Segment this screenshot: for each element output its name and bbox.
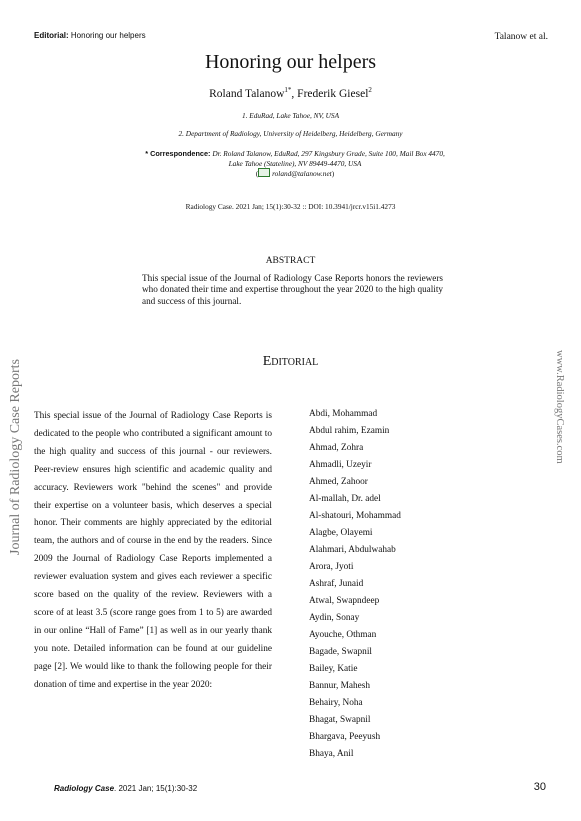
abstract-heading: ABSTRACT	[265, 256, 316, 266]
citation-line: Radiology Case. 2021 Jan; 15(1):30-32 :: DOI: 10.3941/jrcr.v15i1.4273	[185, 202, 396, 211]
abstract-text: This special issue of the Journal of Radiology Case Reports honors the reviewers who donated their time and expertise throughout the year 2020 to the high quality and success of this journal.	[142, 273, 443, 306]
author-1: Roland Talanow	[209, 87, 285, 100]
list-item: Arora, Jyoti	[309, 562, 354, 572]
footer-citation	[54, 784, 197, 793]
reviewer-list	[309, 406, 469, 763]
list-item: Bhagat, Swapnil	[309, 715, 371, 725]
author-separator: ,	[291, 87, 298, 100]
footer-issue: . 2021 Jan; 15(1):30-32	[114, 784, 198, 793]
footer-journal: Radiology Case	[54, 784, 115, 793]
envelope-icon	[258, 168, 270, 177]
list-item: Alahmari, Abdulwahab	[309, 545, 396, 555]
list-item: Bhargava, Peeyush	[309, 732, 381, 742]
author-line	[0, 86, 581, 100]
list-item: Al-mallah, Dr. adel	[309, 494, 381, 504]
list-item: Alagbe, Olayemi	[309, 528, 373, 538]
page-number: 30	[533, 781, 546, 793]
list-item: Al-shatouri, Mohammad	[309, 511, 401, 521]
affiliation-2: 2. Department of Radiology, University of Heidelberg, Heidelberg, Germany	[178, 129, 403, 138]
running-header	[34, 31, 146, 40]
list-item: Bagade, Swapnil	[309, 647, 372, 657]
header-label: Editorial:	[34, 31, 69, 40]
list-item: Bailey, Katie	[309, 664, 358, 674]
list-item: Ashraf, Junaid	[309, 579, 364, 589]
list-item: Bhaya, Anil	[309, 749, 354, 759]
correspondence-line-1: Dr. Roland Talanow, EduRad, 297 Kingsbury Grade, Suite 100, Mail Box 4470,	[212, 149, 445, 158]
author-1-sup: 1*	[284, 86, 292, 94]
correspondence: * Correspondence: Dr. Roland Talanow, EduRad, 297 Kingsbury Grade, Suite 100, Mail Box 4470, Lake Tahoe (Stateline), NV 89449-4470, USA ( roland@talanow.net)	[145, 149, 445, 179]
list-item: Aydin, Sonay	[309, 613, 360, 623]
list-item: Ayouche, Othman	[309, 630, 377, 640]
author-2: Frederik Giesel	[297, 87, 369, 100]
page-title: Honoring our helpers	[204, 51, 377, 73]
list-item: Bannur, Mahesh	[309, 681, 371, 691]
editorial-heading: Editorial	[262, 354, 319, 369]
correspondence-line-2: Lake Tahoe (Stateline), NV 89449-4470, USA	[228, 158, 362, 168]
correspondence-email[interactable]: roland@talanow.net	[272, 169, 332, 179]
side-website: www.RadiologyCases.com	[554, 350, 565, 464]
list-item: Ahmed, Zahoor	[309, 477, 368, 487]
header-title: Honoring our helpers	[70, 31, 146, 40]
running-author: Talanow et al.	[494, 32, 548, 42]
list-item: Ahmad, Zohra	[309, 443, 364, 453]
correspondence-label: * Correspondence:	[145, 149, 211, 158]
list-item: Abdi, Mohammad	[309, 409, 378, 419]
list-item: Abdul rahim, Ezamin	[309, 426, 390, 436]
side-journal-title: Journal of Radiology Case Reports	[8, 359, 23, 555]
list-item: Atwal, Swapndeep	[309, 596, 380, 606]
list-item: Ahmadli, Uzeyir	[309, 460, 372, 470]
list-item: Behairy, Noha	[309, 698, 363, 708]
author-2-sup: 2	[368, 86, 372, 94]
body-paragraph: This special issue of the Journal of Radiology Case Reports is dedicated to the people who contributed a significant amount to the high quality and success of this journal - our reviewers. Peer-review ensures high scientific and academic quality and accuracy. Reviewers work "behind the scenes" and provide their expertise on a volunteer basis, which deserves a special honor. Their comments are highly appreciated by the editorial team, the authors and of course in the end by the readers. Since 2009 the Journal of Radiology Case Reports implemented a reviewer evaluation system and gives each reviewer a specific score based on the quality of the review. Reviewers with a score of at least 3.5 (score range goes from 1 to 5) are awarded in our online “Hall of Fame” [1] as well as in our yearly thank you note. Detailed information can be found at our guideline page [2]. We would like to thank the following people for their donation of time and expertise in the year 2020:	[34, 411, 272, 690]
affiliation-1: 1. EduRad, Lake Tahoe, NV, USA	[241, 111, 340, 120]
